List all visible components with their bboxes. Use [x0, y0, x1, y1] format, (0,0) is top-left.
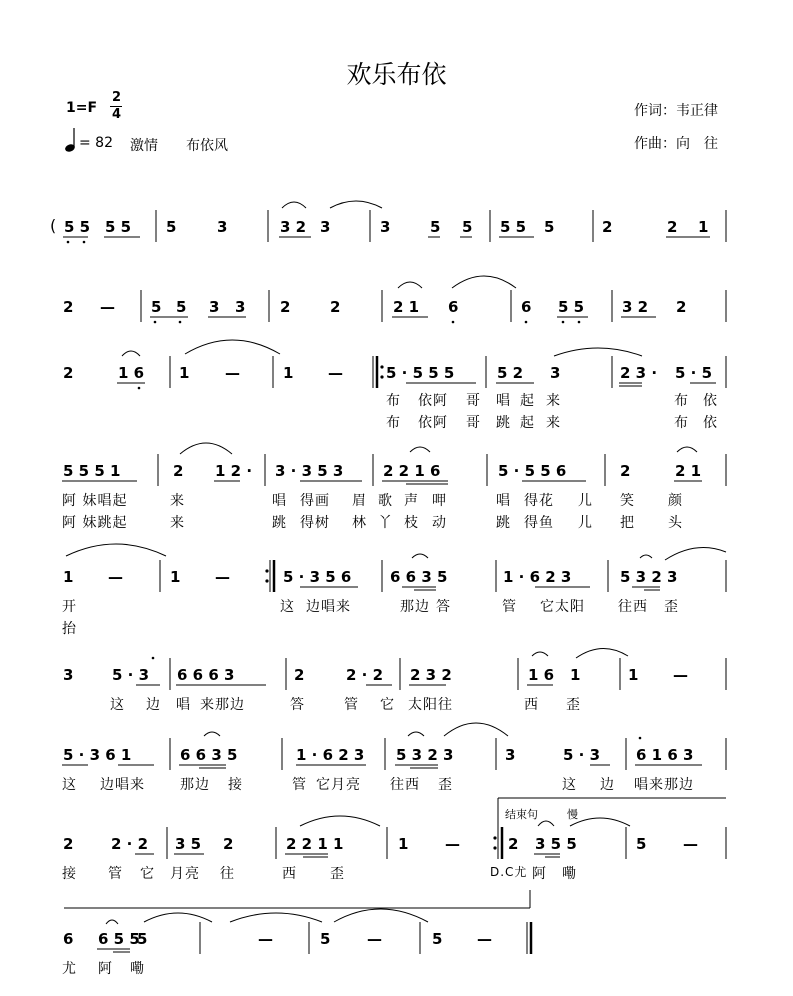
- tempo-marking: = 82: [79, 135, 113, 151]
- lyric: 布: [674, 415, 689, 431]
- note: 3: [550, 364, 561, 382]
- lyric: 它太阳: [540, 599, 585, 615]
- note: 5: [636, 835, 647, 853]
- dash: —: [215, 568, 230, 586]
- note-group: 6 5 5: [98, 930, 140, 948]
- lyric: 管: [292, 777, 307, 793]
- lyric: 西: [524, 697, 539, 713]
- note-group: 2 2 1 1: [286, 835, 344, 853]
- lyric: 布: [386, 415, 401, 431]
- lyric: 得鱼: [524, 515, 554, 531]
- note-group: 5 2: [497, 364, 524, 382]
- note-group: 5 · 5 5 5: [386, 364, 455, 382]
- lyric: 颜: [668, 493, 683, 509]
- note: 5: [320, 930, 331, 948]
- time-signature-top: 2: [112, 90, 122, 105]
- lyric: 往西: [618, 599, 648, 615]
- lyric: 跳: [496, 415, 511, 431]
- lyric: 边唱来: [100, 777, 145, 793]
- note-group: 5 3 2 3: [620, 568, 678, 586]
- dash: —: [225, 364, 240, 382]
- note: 3: [63, 666, 74, 684]
- lyric: 阿 妹跳起: [62, 515, 128, 531]
- note-group: 5 5: [64, 218, 91, 236]
- lyric: 开: [62, 599, 77, 615]
- note: 5: [544, 218, 555, 236]
- note-group: 2 1: [393, 298, 420, 316]
- note-group: 2 3 2: [410, 666, 452, 684]
- note-group: 5 3 2 3: [396, 746, 454, 764]
- lyric: 声: [404, 493, 419, 509]
- lyric: 歪: [664, 599, 679, 615]
- note: 3: [235, 298, 246, 316]
- lyric: 枝: [404, 515, 419, 531]
- note: 2: [173, 462, 184, 480]
- lyric: 边唱来: [306, 599, 351, 615]
- lyric: 林: [352, 515, 367, 531]
- note: 5: [462, 218, 473, 236]
- lyric: 来: [170, 515, 185, 531]
- lyric: 管: [108, 866, 123, 882]
- lyric: 答: [290, 697, 305, 713]
- lyric: 这: [110, 697, 125, 713]
- note: 6: [63, 930, 74, 948]
- note-group: 5 5: [500, 218, 527, 236]
- lyric: 来: [546, 393, 561, 409]
- note: 1: [283, 364, 294, 382]
- note-group: 6 6 3 5: [390, 568, 448, 586]
- note: 2: [508, 835, 519, 853]
- lyric: 来: [546, 415, 561, 431]
- note: 3: [380, 218, 391, 236]
- note-group: 5 · 5 5 6: [498, 462, 567, 480]
- lyric: 头: [668, 515, 683, 531]
- mood-text: 激情: [130, 138, 158, 154]
- note-group: 2 · 2: [346, 666, 384, 684]
- lyric: 歪: [330, 866, 345, 882]
- note-group: 5 · 3: [563, 746, 601, 764]
- lyric: 这: [62, 777, 77, 793]
- lyric: 歪: [566, 697, 581, 713]
- note: 5: [432, 930, 443, 948]
- lyric: 往: [220, 866, 235, 882]
- note: 2: [280, 298, 291, 316]
- dash: —: [328, 364, 343, 382]
- lyric: 布: [386, 393, 401, 409]
- note: 5: [176, 298, 187, 316]
- lyric: 月亮: [170, 866, 200, 882]
- lyric: 儿: [578, 493, 593, 509]
- lyric: 依: [703, 393, 718, 409]
- lyric: 阿: [532, 866, 547, 882]
- note-group: 5 · 5: [675, 364, 713, 382]
- lyric: 这: [280, 599, 295, 615]
- style-text: 布依风: [186, 138, 228, 154]
- note-group: 5 · 3 5 6: [283, 568, 352, 586]
- note-group: 2 3 ·: [620, 364, 658, 382]
- note-group: 1 · 6 2 3: [503, 568, 572, 586]
- note: 3: [320, 218, 331, 236]
- lyric: 来那边: [200, 697, 245, 713]
- lyric: 唱: [272, 493, 287, 509]
- lyric: 那边: [400, 599, 430, 615]
- note: 6: [521, 298, 532, 316]
- note-group: 1 2 ·: [215, 462, 253, 480]
- note: 3: [209, 298, 220, 316]
- dash: —: [477, 930, 492, 948]
- lyric: 阿 妹唱起: [62, 493, 128, 509]
- lyric: 来: [170, 493, 185, 509]
- note-group: 1 6: [118, 364, 145, 382]
- note-group: 5 5 5 1: [63, 462, 121, 480]
- dash: —: [367, 930, 382, 948]
- lyric: 边: [600, 777, 615, 793]
- note: 5: [137, 930, 148, 948]
- key-signature: 1=F: [66, 100, 98, 116]
- paren-open: (: [50, 216, 57, 235]
- lyric: 唱: [176, 697, 191, 713]
- note-group: 3 2: [280, 218, 307, 236]
- ending-label: 结束句: [505, 808, 538, 821]
- lyric: D.C尤: [490, 865, 528, 879]
- note-group: 3 2: [622, 298, 649, 316]
- note: 5: [151, 298, 162, 316]
- lyric: 它: [380, 697, 395, 713]
- note-group: 6 6 6 3: [177, 666, 235, 684]
- note: 2: [294, 666, 305, 684]
- note-group: 3 5: [175, 835, 202, 853]
- lyric: 依阿: [418, 393, 448, 409]
- note: 3: [505, 746, 516, 764]
- lyric: 这: [562, 777, 577, 793]
- note: 6: [448, 298, 459, 316]
- lyric: 起: [520, 415, 535, 431]
- lyric: 管: [344, 697, 359, 713]
- lyric: 歪: [438, 777, 453, 793]
- lyric: 得花: [524, 493, 554, 509]
- dash: —: [673, 666, 688, 684]
- dash: —: [108, 568, 123, 586]
- lyric: 儿: [578, 515, 593, 531]
- dash: —: [258, 930, 273, 948]
- note: 2: [223, 835, 234, 853]
- lyric: 把: [620, 515, 635, 531]
- note: 1: [179, 364, 190, 382]
- note-group: 2 2 1 6: [383, 462, 441, 480]
- dash: —: [445, 835, 460, 853]
- lyric: 西: [282, 866, 297, 882]
- note: 2: [63, 364, 74, 382]
- lyric: 嘞: [562, 866, 577, 882]
- ending-tempo: 慢: [567, 808, 578, 821]
- note: 1: [628, 666, 639, 684]
- lyric: 太阳往: [408, 697, 453, 713]
- lyric: 动: [432, 515, 447, 531]
- lyric: 跳: [496, 515, 511, 531]
- lyric: 嘞: [130, 961, 145, 977]
- note: 1: [63, 568, 74, 586]
- time-signature-bottom: 4: [112, 107, 122, 122]
- lyric: 接: [228, 777, 243, 793]
- note: 5: [166, 218, 177, 236]
- note-group: 1 6: [528, 666, 555, 684]
- lyric: 歌: [378, 493, 393, 509]
- note: 2: [667, 218, 678, 236]
- lyric: 丫: [378, 515, 393, 531]
- dash: —: [100, 298, 115, 316]
- lyric: 往西: [390, 777, 420, 793]
- composer: 作曲：向 往: [634, 136, 718, 152]
- lyric: 那边: [180, 777, 210, 793]
- note: 2: [63, 835, 74, 853]
- song-title: 欢乐布依: [346, 60, 447, 89]
- lyric: 答: [436, 599, 451, 615]
- note: 1: [170, 568, 181, 586]
- lyric: 哥: [466, 415, 481, 431]
- lyricist: 作词：韦正律: [634, 103, 718, 119]
- lyric: 笑: [620, 493, 635, 509]
- lyric: 依阿: [418, 415, 448, 431]
- note: 5: [430, 218, 441, 236]
- lyric: 依: [703, 415, 718, 431]
- note-group: 6 6 3 5: [180, 746, 238, 764]
- note-group: 6 1 6 3: [636, 746, 694, 764]
- note: 2: [620, 462, 631, 480]
- lyric: 唱: [496, 393, 511, 409]
- note-group: 5 · 3 6 1: [63, 746, 132, 764]
- lyric: 尤: [62, 961, 77, 977]
- note-group: 2 · 2: [111, 835, 149, 853]
- note-group: 3 · 3 5 3: [275, 462, 344, 480]
- lyric: 得树: [300, 515, 330, 531]
- lyric: 布: [674, 393, 689, 409]
- lyric: 跳: [272, 515, 287, 531]
- lyric: 阿: [98, 961, 113, 977]
- lyric: 接: [62, 866, 77, 882]
- note-group: 1 · 6 2 3: [296, 746, 365, 764]
- lyric: 得画: [300, 493, 330, 509]
- note-group: 5 · 3: [112, 666, 150, 684]
- lyric: 哥: [466, 393, 481, 409]
- note: 2: [676, 298, 687, 316]
- lyric: 唱来那边: [634, 777, 694, 793]
- lyric: 唱: [496, 493, 511, 509]
- lyric: 眉: [352, 493, 367, 509]
- dash: —: [683, 835, 698, 853]
- note-group: 5 5: [558, 298, 585, 316]
- note: 3: [217, 218, 228, 236]
- note: 2: [330, 298, 341, 316]
- lyric: 它月亮: [316, 777, 361, 793]
- lyric: 它: [140, 866, 155, 882]
- lyric: 管: [502, 599, 517, 615]
- note-group: 2 1: [675, 462, 702, 480]
- note: 2: [602, 218, 613, 236]
- lyric: 呷: [432, 493, 447, 509]
- note-group: 5 5: [105, 218, 132, 236]
- note: 2: [63, 298, 74, 316]
- note: 1: [570, 666, 581, 684]
- note: 1: [398, 835, 409, 853]
- lyric: 起: [520, 393, 535, 409]
- note: 1: [698, 218, 709, 236]
- lyric: 边: [146, 697, 161, 713]
- note-group: 3 5 5: [535, 835, 577, 853]
- lyric: 抬: [62, 621, 77, 637]
